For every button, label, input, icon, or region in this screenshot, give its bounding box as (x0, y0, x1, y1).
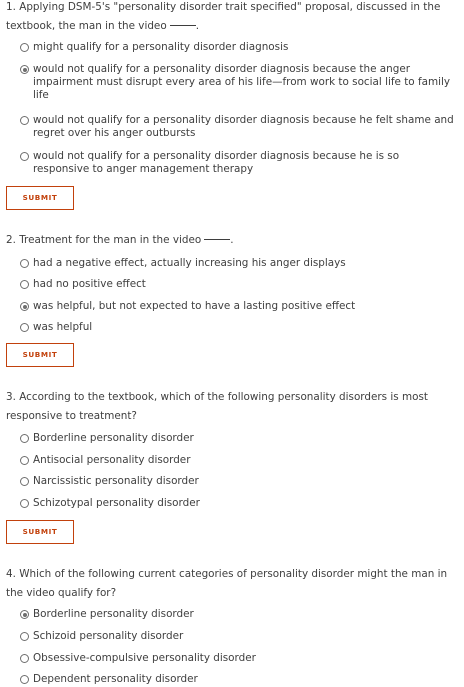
submit-button-q2[interactable]: SUBMIT (6, 343, 74, 367)
radio-button[interactable] (20, 152, 29, 161)
option-1d[interactable]: would not qualify for a personality disorder diagnosis because he is so responsive to anger management therapy (0, 150, 464, 176)
radio-button[interactable] (20, 116, 29, 125)
question-4 (0, 565, 464, 603)
radio-button[interactable] (20, 654, 29, 663)
radio-button[interactable] (20, 477, 29, 486)
radio-button[interactable] (20, 43, 29, 52)
radio-button[interactable] (20, 323, 29, 332)
radio-button[interactable] (20, 434, 29, 443)
option-4a[interactable]: Borderline personality disorder (0, 608, 464, 621)
answer-blank (170, 24, 196, 26)
question-2 (0, 231, 464, 250)
radio-button[interactable] (20, 259, 29, 268)
option-2c[interactable]: was helpful, but not expected to have a lasting positive effect (0, 300, 464, 313)
option-3b[interactable]: Antisocial personality disorder (0, 454, 464, 467)
answer-blank (204, 238, 230, 240)
submit-button-q1[interactable]: SUBMIT (6, 186, 74, 210)
option-1c[interactable]: would not qualify for a personality disorder diagnosis because he felt shame and regret over his anger outbursts (0, 114, 464, 140)
option-2b[interactable]: had no positive effect (0, 278, 464, 291)
radio-button-selected[interactable] (20, 302, 29, 311)
question-4-text: 4. Which of the following current categories of personality disorder might the man in the video qualify for? (6, 568, 448, 599)
radio-button[interactable] (20, 456, 29, 465)
option-3d[interactable]: Schizotypal personality disorder (0, 497, 464, 510)
option-2d[interactable]: was helpful (0, 321, 464, 334)
radio-button[interactable] (20, 675, 29, 684)
radio-button-selected[interactable] (20, 65, 29, 74)
option-1a[interactable]: might qualify for a personality disorder diagnosis (0, 41, 464, 54)
option-4c[interactable]: Obsessive-compulsive personality disorder (0, 652, 464, 665)
option-3a[interactable]: Borderline personality disorder (0, 432, 464, 445)
question-1 (0, 0, 464, 36)
question-1-text: 1. Applying DSM-5's "personality disorder trait specified" proposal, discussed in the textbook, the man in the video . (6, 1, 441, 32)
option-4d[interactable]: Dependent personality disorder (0, 673, 464, 686)
option-1b[interactable]: would not qualify for a personality disorder diagnosis because the anger impairment must disrupt every area of his life—from work to social life to family life (0, 63, 464, 102)
radio-button[interactable] (20, 632, 29, 641)
question-2-text: 2. Treatment for the man in the video . (6, 234, 234, 246)
question-3-text: 3. According to the textbook, which of the following personality disorders is most responsive to treatment? (6, 391, 428, 422)
radio-button[interactable] (20, 280, 29, 289)
submit-button-q3[interactable]: SUBMIT (6, 520, 74, 544)
radio-button-selected[interactable] (20, 610, 29, 619)
radio-button[interactable] (20, 499, 29, 508)
question-3 (0, 388, 464, 426)
option-2a[interactable]: had a negative effect, actually increasing his anger displays (0, 257, 464, 270)
option-3c[interactable]: Narcissistic personality disorder (0, 475, 464, 488)
option-4b[interactable]: Schizoid personality disorder (0, 630, 464, 643)
